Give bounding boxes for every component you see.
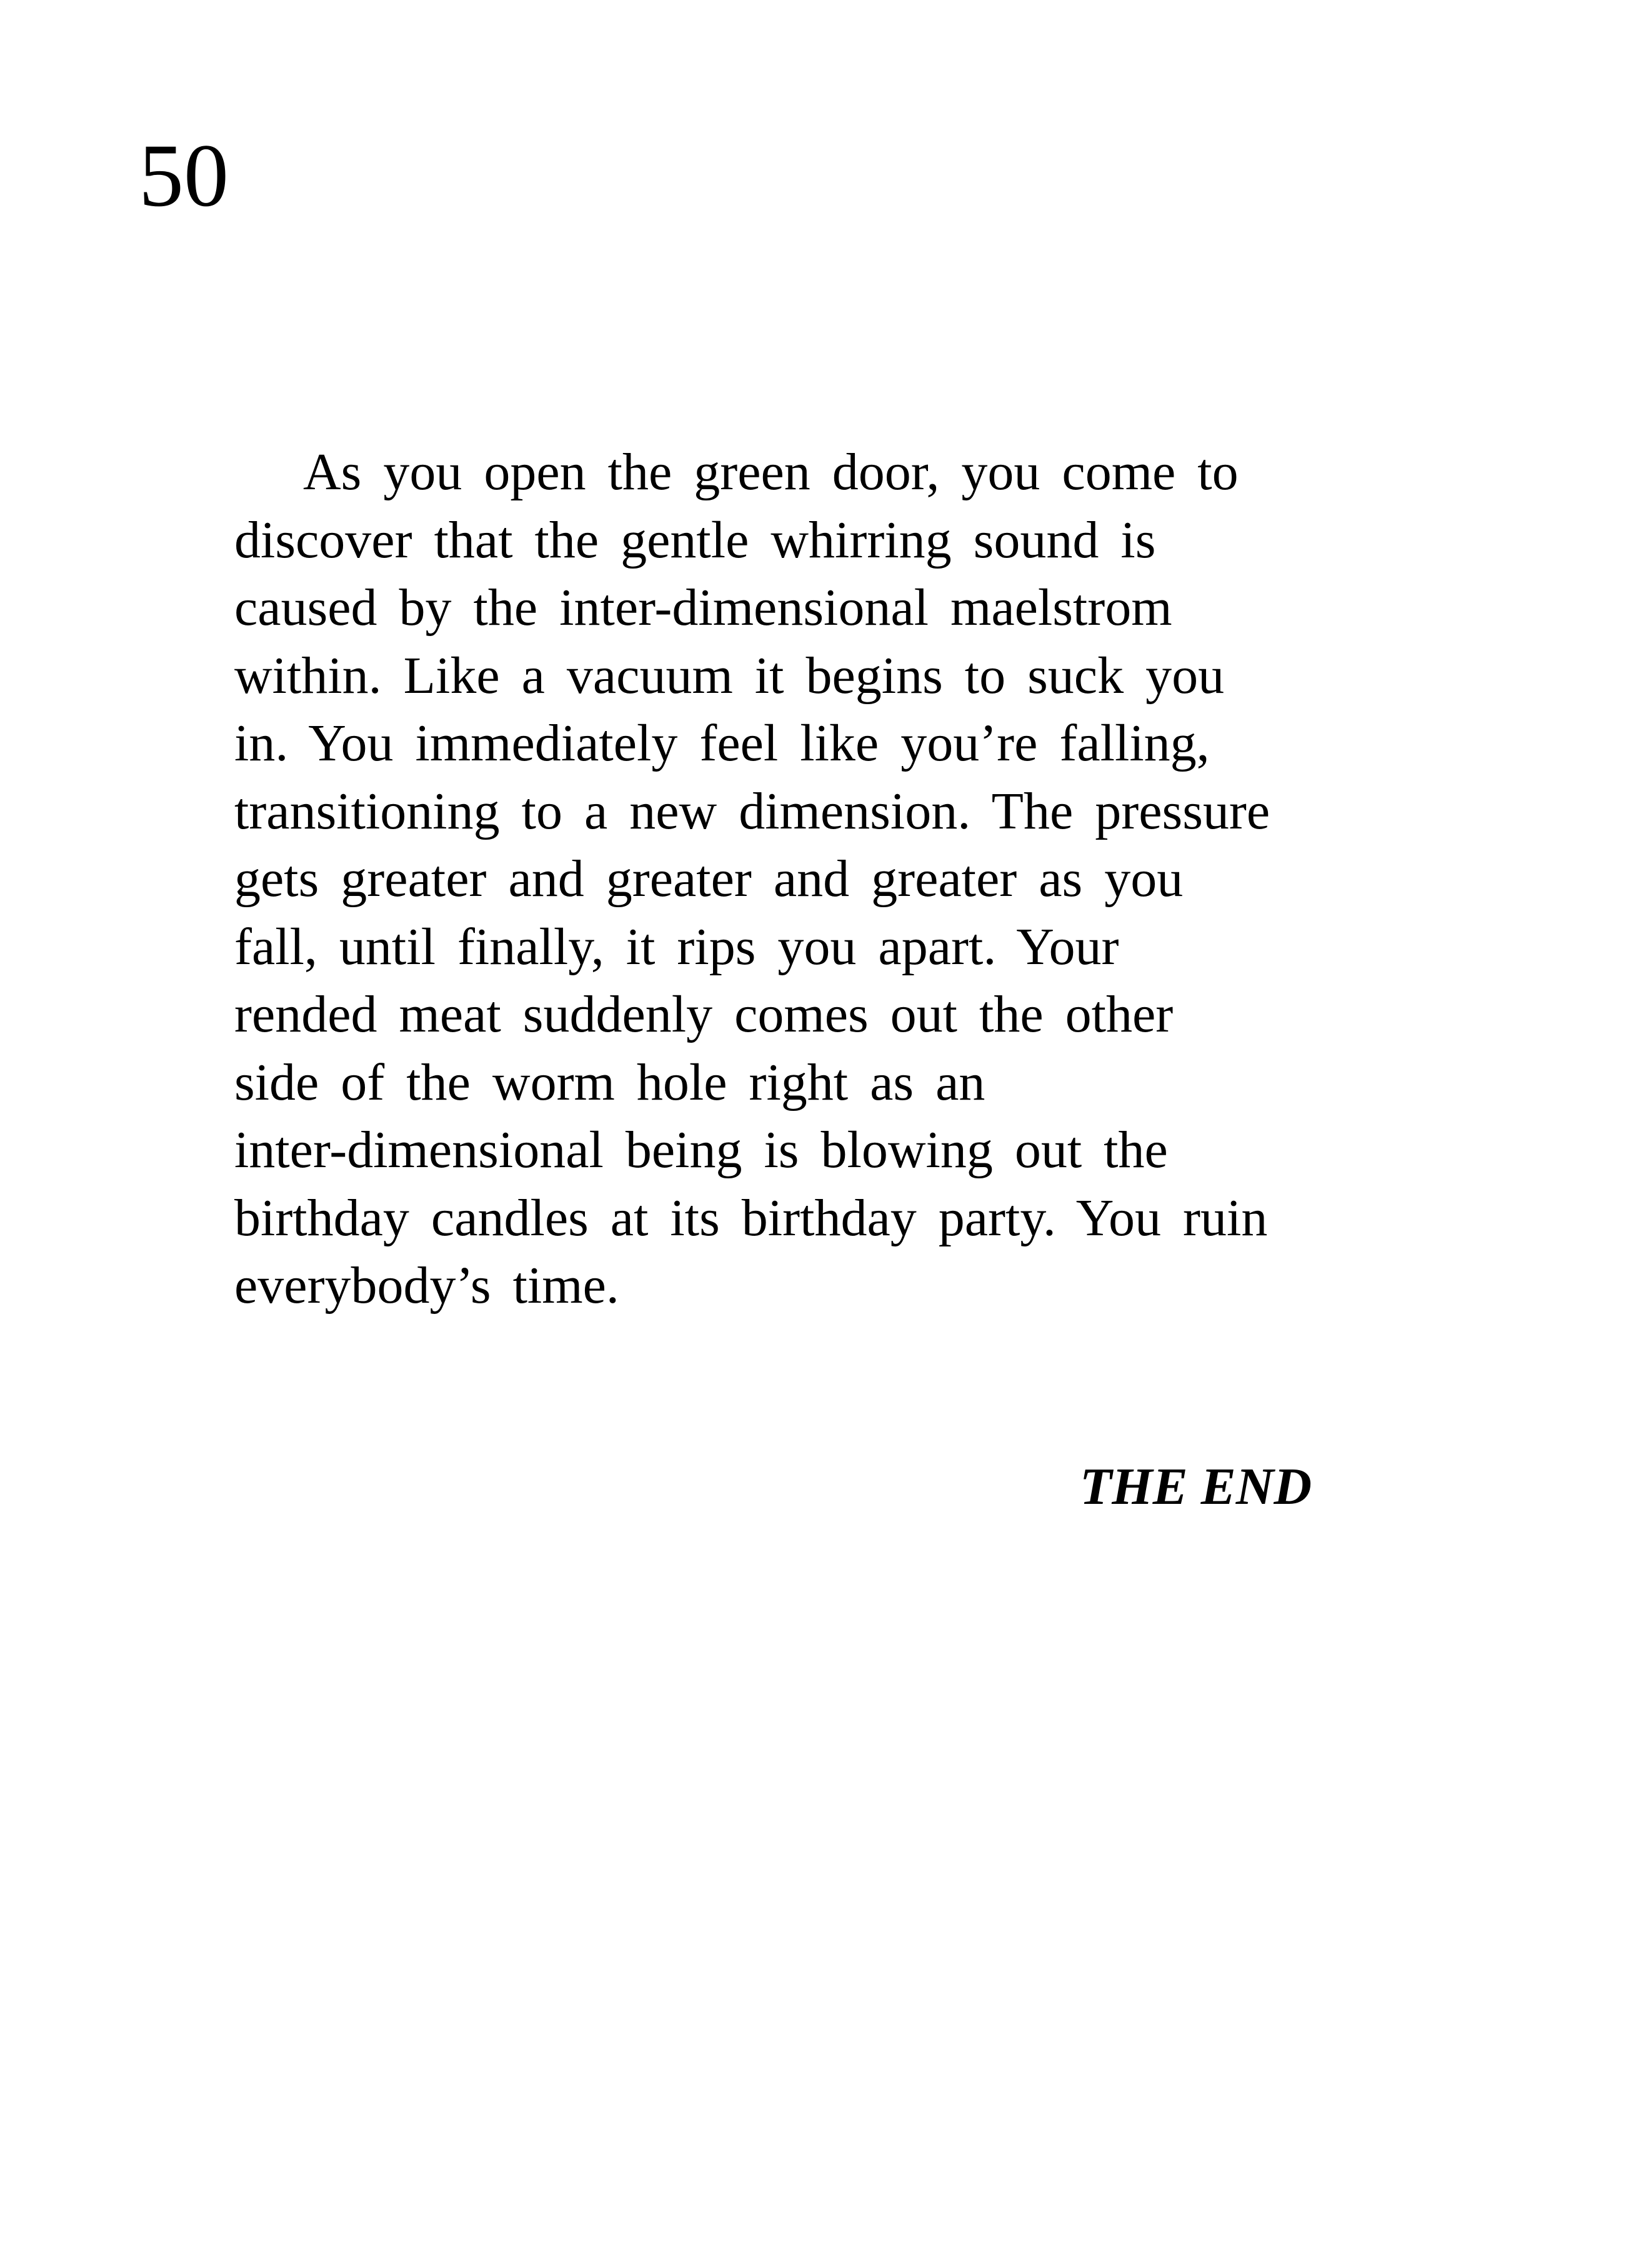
story-line: transitioning to a new dimension. The pressure: [234, 782, 1270, 840]
story-line: caused by the inter-dimensional maelstrom: [234, 579, 1172, 637]
the-end-label: THE END: [1080, 1458, 1312, 1516]
story-line: inter-dimensional being is blowing out the: [234, 1121, 1168, 1179]
story-line: As you open the green door, you come to: [303, 443, 1239, 501]
story-line: everybody’s time.: [234, 1256, 619, 1315]
story-line: gets greater and greater and greater as you: [234, 850, 1184, 908]
story-paragraph: [234, 439, 1390, 1320]
story-line: rended meat suddenly comes out the other: [234, 985, 1174, 1043]
story-line: discover that the gentle whirring sound is: [234, 510, 1156, 569]
story-line: within. Like a vacuum it begins to suck you: [234, 646, 1225, 705]
story-line: side of the worm hole right as an: [234, 1053, 985, 1112]
page-number: 50: [139, 126, 229, 226]
story-line: fall, until finally, it rips you apart. Your: [234, 917, 1119, 976]
story-line: birthday candles at its birthday party. You ruin: [234, 1188, 1268, 1247]
story-line: in. You immediately feel like you’re falling,: [234, 714, 1210, 772]
